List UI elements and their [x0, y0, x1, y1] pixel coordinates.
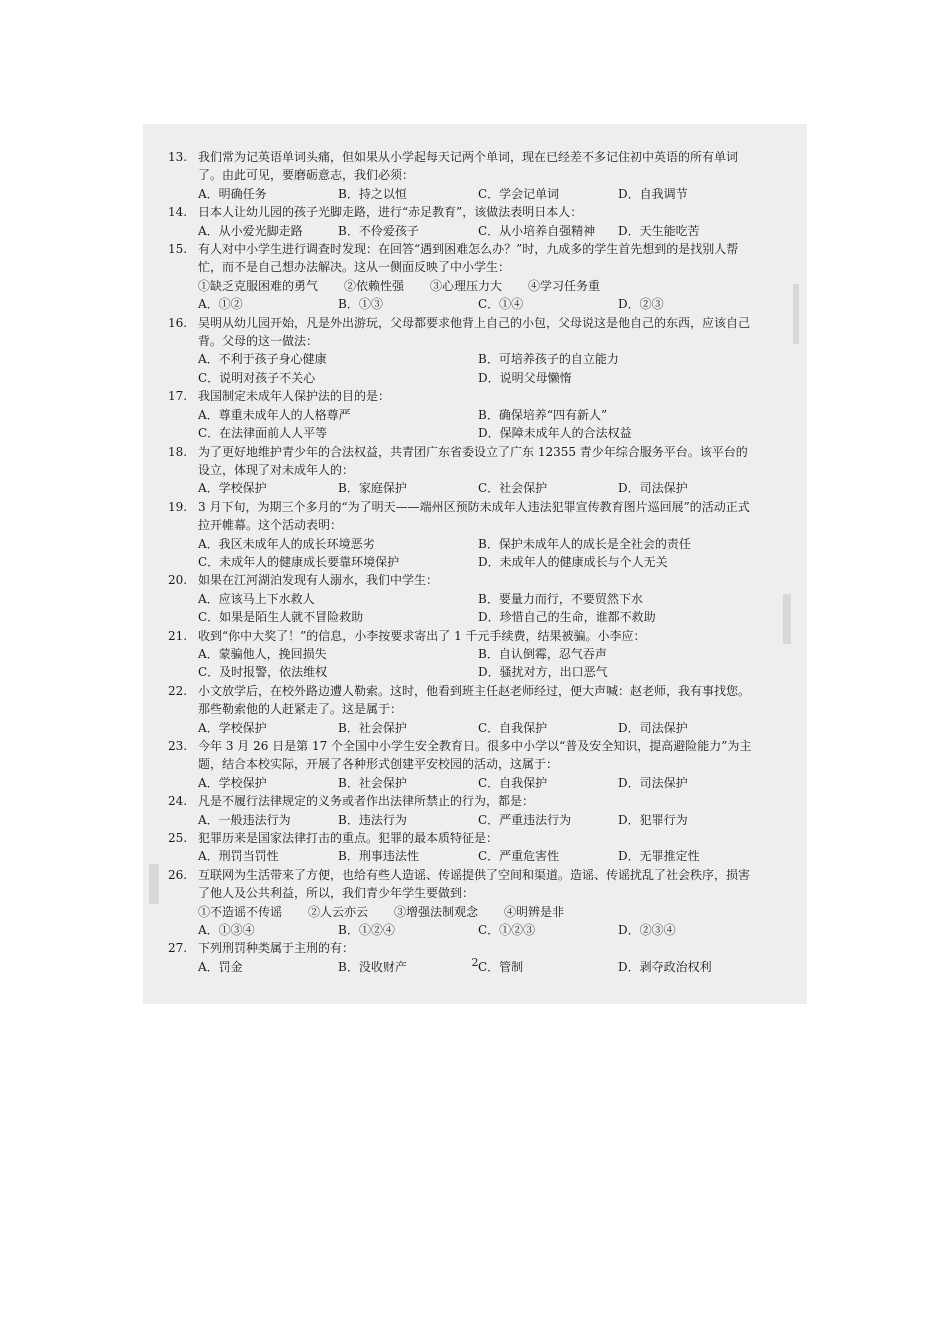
answer-options: [168, 406, 758, 443]
question-item: [168, 443, 758, 498]
question-number: 22.: [168, 683, 188, 698]
question-stem: [168, 203, 758, 221]
answer-option: B．确保培养“四有新人”: [478, 407, 608, 422]
question-number: 26.: [168, 867, 188, 882]
answer-option: D．珍惜自己的生命，谁都不救助: [478, 610, 656, 625]
answer-option: D．②③: [618, 297, 664, 312]
answer-option: A．学校保护: [198, 775, 267, 790]
statement-item: ①缺乏克服困难的勇气: [198, 278, 319, 293]
question-item: [168, 866, 758, 940]
question-text: 犯罪历来是国家法律打击的重点。犯罪的最本质特征是：: [198, 831, 499, 846]
answer-option: A．我区未成年人的成长环境恶劣: [198, 536, 375, 551]
question-list: [168, 148, 758, 976]
answer-option: B．违法行为: [338, 812, 407, 827]
question-stem: [168, 443, 758, 480]
answer-option: D．未成年人的健康成长与个人无关: [478, 554, 668, 569]
answer-options: [168, 295, 758, 313]
question-stem: [168, 387, 758, 405]
answer-option: D．骚扰对方，出口恶气: [478, 665, 608, 680]
answer-option: A．①②: [198, 297, 243, 312]
question-stem: [168, 571, 758, 589]
answer-option: D．剥夺政治权利: [618, 959, 712, 974]
statement-item: ②人云亦云: [308, 904, 369, 919]
answer-option: C．①②③: [478, 923, 536, 938]
answer-option: C．如果是陌生人就不冒险救助: [198, 610, 364, 625]
answer-option: C．从小培养自强精神: [478, 223, 596, 238]
answer-options: [168, 811, 758, 829]
question-item: [168, 148, 758, 203]
question-text: 小文放学后，在校外路边遭人勒索。这时，他看到班主任赵老师经过，便大声喊：赵老师，我有事找您。那些勒索他的人赶紧走了。这是属于：: [198, 683, 751, 717]
question-item: [168, 627, 758, 682]
question-text: 今年 3 月 26 日是第 17 个全国中小学生安全教育日。很多中小学以“普及安全知识，提高避险能力”为主题，结合本校实际，开展了各种形式创建平安校园的活动，这属于：: [198, 739, 752, 772]
answer-option: C．未成年人的健康成长要靠环境保护: [198, 554, 400, 569]
question-text: 吴明从幼儿园开始，凡是外出游玩，父母都要求他背上自己的小包，父母说这是他自己的东西，应该自己背。父母的这一做法：: [198, 315, 751, 349]
answer-option: B．社会保护: [338, 775, 407, 790]
answer-option: D．司法保护: [618, 720, 688, 735]
answer-option: B．持之以恒: [338, 186, 407, 201]
question-number: 17.: [168, 389, 188, 404]
answer-options: [168, 645, 758, 682]
answer-option: C．社会保护: [478, 481, 548, 496]
answer-option: A．从小爱光脚走路: [198, 223, 303, 238]
answer-options: [168, 535, 758, 572]
answer-option: D．天生能吃苦: [618, 223, 700, 238]
answer-option: C．及时报警，依法维权: [198, 665, 328, 680]
question-item: [168, 203, 758, 240]
question-stem: [168, 737, 758, 774]
answer-option: B．要量力而行，不要贸然下水: [478, 591, 643, 606]
question-item: [168, 829, 758, 866]
answer-option: B．自认倒霉，忍气吞声: [478, 646, 607, 661]
question-text: 我们常为记英语单词头痛，但如果从小学起每天记两个单词，现在已经差不多记住初中英语的所有单词了。由此可见，要磨砺意志，我们必须：: [198, 150, 739, 183]
answer-options: [168, 774, 758, 792]
question-text: 收到“你中大奖了！”的信息，小李按要求寄出了 1 千元手续费，结果被骗。小李应：: [198, 628, 646, 643]
statement-list: [168, 277, 758, 295]
statement-item: ④学习任务重: [528, 278, 601, 293]
question-stem: [168, 240, 758, 277]
statement-item: ③增强法制观念: [394, 904, 479, 919]
answer-option: C．严重违法行为: [478, 812, 572, 827]
question-item: [168, 792, 758, 829]
answer-option: C．说明对孩子不关心: [198, 370, 316, 385]
answer-option: A．蒙骗他人，挽回损失: [198, 646, 327, 661]
question-item: [168, 314, 758, 388]
answer-option: C．①④: [478, 297, 524, 312]
question-stem: [168, 792, 758, 810]
answer-options: [168, 222, 758, 240]
answer-option: A．①③④: [198, 923, 255, 938]
question-number: 23.: [168, 739, 188, 753]
answer-option: A．学校保护: [198, 481, 267, 496]
show-through-mark: [793, 284, 799, 344]
question-number: 19.: [168, 499, 188, 514]
answer-option: A．不利于孩子身心健康: [198, 352, 327, 367]
question-item: [168, 571, 758, 626]
answer-options: [168, 185, 758, 203]
answer-option: B．不伶爱孩子: [338, 223, 419, 238]
answer-option: A．罚金: [198, 959, 243, 974]
question-number: 15.: [168, 242, 188, 257]
question-number: 14.: [168, 205, 188, 220]
question-text: 凡是不履行法律规定的义务或者作出法律所禁止的行为，都是：: [198, 794, 535, 809]
question-stem: [168, 148, 758, 185]
answer-options: [168, 847, 758, 865]
show-through-mark: [149, 864, 159, 904]
question-number: 25.: [168, 831, 188, 846]
question-stem: [168, 314, 758, 351]
answer-option: A．应该马上下水救人: [198, 591, 315, 606]
answer-option: C．管制: [478, 959, 524, 974]
statement-list: [168, 903, 758, 921]
question-number: 24.: [168, 794, 188, 809]
answer-option: B．刑事违法性: [338, 849, 419, 864]
answer-option: B．保护未成年人的成长是全社会的责任: [478, 536, 691, 551]
answer-option: D．说明父母懒惰: [478, 370, 572, 385]
answer-option: A．一般违法行为: [198, 812, 291, 827]
answer-option: D．②③④: [618, 923, 676, 938]
answer-options: [168, 479, 758, 497]
question-stem: [168, 829, 758, 847]
statement-item: ②依赖性强: [344, 278, 405, 293]
scanned-exam-page: [143, 124, 807, 1004]
question-text: 我国制定未成年人保护法的目的是：: [198, 389, 391, 404]
question-text: 有人对中小学生进行调查时发现：在回答“遇到困难怎么办？”时，九成多的学生首先想到的是找别人帮忙，而不是自己想办法解决。这从一侧面反映了中小学生：: [198, 242, 739, 275]
answer-option: C．学会记单词: [478, 186, 560, 201]
answer-option: B．①②④: [338, 923, 395, 938]
answer-options: [168, 719, 758, 737]
answer-option: D．无罪推定性: [618, 849, 700, 864]
statement-item: ③心理压力大: [430, 278, 503, 293]
answer-option: D．自我调节: [618, 186, 688, 201]
question-text: 如果在江河湖泊发现有人溺水，我们中学生：: [198, 573, 439, 588]
answer-option: C．自我保护: [478, 720, 548, 735]
show-through-mark: [783, 594, 791, 644]
question-item: [168, 240, 758, 314]
answer-option: D．司法保护: [618, 481, 688, 496]
question-text: 3 月下旬，为期三个多月的“为了明天——端州区预防未成年人违法犯罪宣传教育图片巡回展”的活动正式拉开帷幕。这个活动表明：: [198, 499, 750, 533]
answer-options: [168, 921, 758, 939]
question-number: 13.: [168, 150, 188, 164]
answer-option: D．犯罪行为: [618, 812, 688, 827]
answer-option: B．家庭保护: [338, 481, 407, 496]
question-item: [168, 737, 758, 792]
question-text: 互联网为生活带来了方便，也给有些人造谣、传谣提供了空间和渠道。造谣、传谣扰乱了社会秩序，损害了他人及公共利益，所以，我们青少年学生要做到：: [198, 867, 751, 901]
question-item: [168, 498, 758, 572]
page-number: 2: [471, 956, 479, 969]
answer-option: C．严重危害性: [478, 849, 560, 864]
statement-item: ④明辨是非: [504, 904, 565, 919]
question-stem: [168, 498, 758, 535]
answer-option: C．在法律面前人人平等: [198, 426, 328, 441]
question-item: [168, 387, 758, 442]
answer-option: D．保障未成年人的合法权益: [478, 426, 632, 441]
answer-options: [168, 350, 758, 387]
question-stem: [168, 627, 758, 645]
statement-item: ①不造谣不传谣: [198, 904, 283, 919]
answer-option: A．明确任务: [198, 186, 267, 201]
question-text: 下列刑罚种类属于主刑的有：: [198, 941, 355, 956]
question-number: 20.: [168, 573, 188, 588]
answer-option: B．社会保护: [338, 720, 407, 735]
answer-option: B．可培养孩子的自立能力: [478, 352, 619, 367]
answer-option: A．刑罚当罚性: [198, 849, 279, 864]
answer-option: A．学校保护: [198, 720, 267, 735]
question-number: 18.: [168, 444, 188, 459]
answer-option: D．司法保护: [618, 775, 688, 790]
question-number: 27.: [168, 941, 188, 956]
question-text: 为了更好地维护青少年的合法权益，共青团广东省委设立了广东 12355 青少年综合服务平台。该平台的设立，体现了对未成年人的：: [198, 444, 748, 477]
answer-option: C．自我保护: [478, 775, 548, 790]
question-number: 16.: [168, 315, 188, 330]
question-text: 日本人让幼儿园的孩子光脚走路，进行“赤足教育”，该做法表明日本人：: [198, 205, 583, 220]
question-number: 21.: [168, 628, 188, 643]
question-item: [168, 682, 758, 737]
question-stem: [168, 866, 758, 903]
answer-option: B．①③: [338, 297, 383, 312]
answer-options: [168, 590, 758, 627]
answer-option: A．尊重未成年人的人格尊严: [198, 407, 351, 422]
answer-option: B．没收财产: [338, 959, 407, 974]
question-stem: [168, 682, 758, 719]
